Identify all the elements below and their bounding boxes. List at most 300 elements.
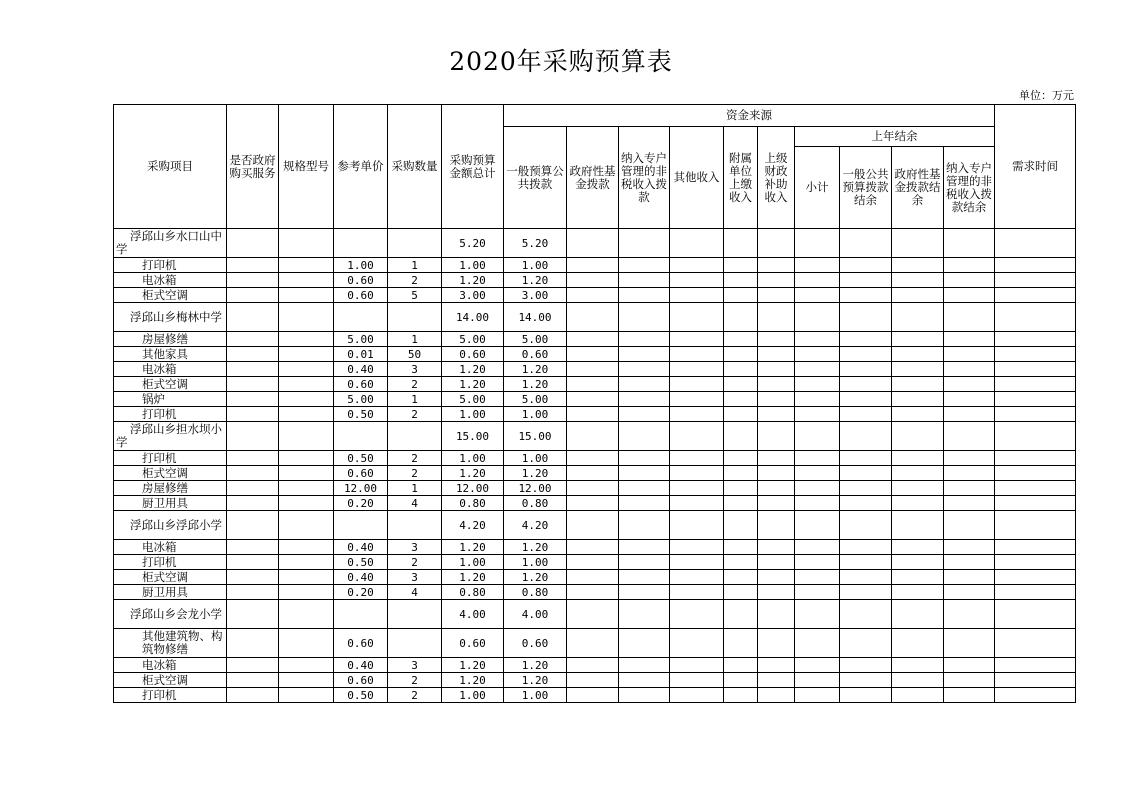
header-total: 采购预算金额总计 [442,105,504,229]
cell-empty [724,362,758,377]
cell-item-name: 浮邱山乡担水坝小学 [114,422,227,451]
cell-empty [619,629,670,658]
cell-empty [892,422,944,451]
cell-empty [840,332,892,347]
cell-empty [795,392,840,407]
cell-empty [944,288,995,303]
header-demand-time: 需求时间 [995,105,1076,229]
cell-empty [840,658,892,673]
cell-empty [670,496,724,511]
cell-empty [724,555,758,570]
cell-empty [670,511,724,540]
cell-item-name: 电冰箱 [114,362,227,377]
cell-empty [670,540,724,555]
cell-empty [567,629,619,658]
cell-empty [567,688,619,703]
cell-empty [795,451,840,466]
cell-item-name: 电冰箱 [114,273,227,288]
cell-empty [840,673,892,688]
cell-empty [670,392,724,407]
cell-spec [279,540,334,555]
cell-spec [279,303,334,332]
header-other-income: 其他收入 [670,127,724,229]
cell-quantity: 5 [388,288,442,303]
cell-empty [724,629,758,658]
cell-empty [795,362,840,377]
header-spec: 规格型号 [279,105,334,229]
cell-item-name: 柜式空调 [114,673,227,688]
cell-gov-service [227,258,279,273]
cell-empty [758,496,795,511]
cell-empty [795,466,840,481]
cell-empty [795,332,840,347]
header-last-year-balance: 上年结余 [795,127,995,147]
cell-empty [567,288,619,303]
cell-item-name: 浮邱山乡水口山中学 [114,229,227,258]
cell-empty [758,600,795,629]
cell-empty [670,303,724,332]
cell-gov-service [227,555,279,570]
cell-empty [670,362,724,377]
cell-gov-service [227,362,279,377]
cell-item-name: 厨卫用具 [114,496,227,511]
cell-empty [758,422,795,451]
cell-empty [944,422,995,451]
cell-empty [724,466,758,481]
cell-empty [758,332,795,347]
cell-quantity [388,511,442,540]
cell-empty [758,658,795,673]
cell-unit-price: 0.50 [334,451,388,466]
header-item: 采购项目 [114,105,227,229]
cell-empty [944,258,995,273]
cell-empty [995,332,1076,347]
cell-empty [619,673,670,688]
cell-empty [670,273,724,288]
cell-unit-price: 0.40 [334,540,388,555]
cell-unit-price: 0.60 [334,466,388,481]
cell-empty [724,481,758,496]
cell-empty [567,585,619,600]
cell-empty [795,673,840,688]
cell-empty [995,288,1076,303]
cell-empty [795,511,840,540]
header-special-nontax: 纳入专户管理的非税收入拨款 [619,127,670,229]
cell-total: 5.20 [442,229,504,258]
cell-unit-price [334,600,388,629]
cell-empty [619,481,670,496]
cell-empty [758,466,795,481]
cell-total: 5.00 [442,332,504,347]
cell-gov-service [227,481,279,496]
cell-empty [892,258,944,273]
cell-spec [279,688,334,703]
cell-empty [944,407,995,422]
cell-empty [619,451,670,466]
cell-empty [795,629,840,658]
cell-empty [758,673,795,688]
cell-empty [567,466,619,481]
cell-unit-price: 0.40 [334,570,388,585]
cell-empty [670,258,724,273]
cell-empty [944,555,995,570]
cell-empty [724,407,758,422]
cell-quantity: 2 [388,407,442,422]
cell-empty [892,658,944,673]
cell-empty [944,600,995,629]
cell-gov-service [227,451,279,466]
cell-empty [944,688,995,703]
cell-quantity: 2 [388,688,442,703]
cell-empty [944,377,995,392]
cell-empty [892,570,944,585]
cell-empty [567,555,619,570]
cell-empty [567,258,619,273]
cell-empty [724,658,758,673]
cell-unit-price: 0.60 [334,273,388,288]
cell-general-budget: 1.00 [504,258,567,273]
cell-empty [995,600,1076,629]
cell-empty [795,688,840,703]
cell-total: 1.20 [442,377,504,392]
cell-spec [279,570,334,585]
cell-quantity: 2 [388,673,442,688]
cell-spec [279,511,334,540]
cell-empty [619,688,670,703]
cell-empty [724,258,758,273]
cell-general-budget: 1.00 [504,555,567,570]
cell-empty [670,229,724,258]
cell-empty [892,332,944,347]
cell-empty [995,481,1076,496]
cell-empty [670,688,724,703]
header-gov-fund: 政府性基金拨款 [567,127,619,229]
cell-empty [724,347,758,362]
cell-empty [840,570,892,585]
cell-empty [840,392,892,407]
cell-quantity: 3 [388,362,442,377]
cell-general-budget: 1.00 [504,688,567,703]
cell-empty [670,347,724,362]
cell-total: 1.20 [442,658,504,673]
cell-quantity: 2 [388,273,442,288]
cell-empty [758,392,795,407]
cell-empty [758,629,795,658]
cell-unit-price: 0.50 [334,688,388,703]
cell-empty [840,629,892,658]
cell-empty [567,540,619,555]
cell-unit-price: 0.60 [334,377,388,392]
cell-empty [944,451,995,466]
cell-empty [619,362,670,377]
cell-empty [944,347,995,362]
cell-empty [944,229,995,258]
cell-empty [619,570,670,585]
cell-empty [892,288,944,303]
table-row-org [114,229,1076,258]
cell-empty [840,347,892,362]
cell-total: 0.60 [442,629,504,658]
cell-general-budget: 1.00 [504,451,567,466]
cell-quantity: 3 [388,658,442,673]
table-row [114,570,1076,585]
cell-empty [758,303,795,332]
cell-empty [724,496,758,511]
cell-empty [892,673,944,688]
table-row-org [114,303,1076,332]
cell-empty [892,481,944,496]
cell-empty [619,258,670,273]
cell-empty [892,273,944,288]
cell-spec [279,229,334,258]
cell-general-budget: 5.20 [504,229,567,258]
cell-item-name: 打印机 [114,688,227,703]
cell-empty [670,658,724,673]
table-row [114,481,1076,496]
cell-empty [670,451,724,466]
cell-general-budget: 3.00 [504,288,567,303]
table-body [114,229,1076,703]
cell-quantity: 4 [388,585,442,600]
cell-total: 5.00 [442,392,504,407]
cell-general-budget: 4.20 [504,511,567,540]
table-row [114,585,1076,600]
cell-empty [840,288,892,303]
cell-empty [892,600,944,629]
table-row [114,629,1076,658]
cell-general-budget: 0.60 [504,629,567,658]
cell-empty [567,347,619,362]
cell-quantity [388,303,442,332]
cell-empty [995,407,1076,422]
table-row [114,258,1076,273]
table-row [114,688,1076,703]
cell-gov-service [227,407,279,422]
cell-empty [795,303,840,332]
cell-empty [892,540,944,555]
cell-empty [567,451,619,466]
cell-total: 1.00 [442,555,504,570]
cell-empty [619,229,670,258]
cell-empty [944,658,995,673]
cell-total: 1.20 [442,273,504,288]
cell-item-name: 房屋修缮 [114,481,227,496]
cell-empty [944,466,995,481]
header-general-budget: 一般预算公共拨款 [504,127,567,229]
cell-spec [279,451,334,466]
cell-empty [758,407,795,422]
cell-empty [995,688,1076,703]
cell-quantity [388,229,442,258]
cell-empty [795,377,840,392]
cell-empty [995,362,1076,377]
cell-general-budget: 1.20 [504,466,567,481]
cell-item-name: 柜式空调 [114,377,227,392]
cell-empty [619,511,670,540]
cell-empty [840,481,892,496]
cell-general-budget: 15.00 [504,422,567,451]
cell-unit-price [334,422,388,451]
cell-quantity [388,422,442,451]
cell-empty [758,229,795,258]
cell-gov-service [227,377,279,392]
cell-unit-price: 12.00 [334,481,388,496]
cell-empty [892,466,944,481]
cell-empty [758,451,795,466]
cell-quantity: 3 [388,540,442,555]
cell-empty [724,451,758,466]
cell-quantity: 2 [388,377,442,392]
cell-empty [567,332,619,347]
cell-quantity: 1 [388,332,442,347]
cell-empty [724,540,758,555]
cell-spec [279,273,334,288]
cell-gov-service [227,673,279,688]
cell-empty [892,362,944,377]
cell-empty [995,496,1076,511]
cell-unit-price: 5.00 [334,392,388,407]
cell-empty [795,585,840,600]
cell-empty [619,466,670,481]
cell-empty [724,585,758,600]
cell-empty [892,392,944,407]
cell-empty [567,600,619,629]
cell-total: 12.00 [442,481,504,496]
table-row [114,377,1076,392]
cell-empty [892,511,944,540]
cell-empty [995,555,1076,570]
cell-empty [795,347,840,362]
cell-empty [758,511,795,540]
cell-empty [670,422,724,451]
cell-empty [892,629,944,658]
table-row [114,362,1076,377]
cell-empty [795,496,840,511]
cell-gov-service [227,511,279,540]
cell-empty [892,451,944,466]
table-row [114,347,1076,362]
cell-empty [944,481,995,496]
cell-empty [724,288,758,303]
cell-unit-price: 0.40 [334,658,388,673]
cell-empty [892,585,944,600]
cell-empty [670,555,724,570]
cell-empty [795,658,840,673]
cell-spec [279,629,334,658]
cell-empty [995,540,1076,555]
cell-empty [892,407,944,422]
cell-spec [279,422,334,451]
cell-unit-price: 0.50 [334,555,388,570]
cell-empty [944,362,995,377]
cell-empty [619,288,670,303]
cell-empty [567,303,619,332]
cell-item-name: 其他家具 [114,347,227,362]
table-row [114,555,1076,570]
cell-empty [892,496,944,511]
cell-gov-service [227,422,279,451]
cell-empty [619,332,670,347]
cell-empty [944,585,995,600]
cell-empty [670,673,724,688]
cell-empty [567,392,619,407]
cell-empty [758,555,795,570]
cell-empty [724,273,758,288]
cell-empty [567,658,619,673]
cell-total: 1.00 [442,688,504,703]
cell-item-name: 打印机 [114,258,227,273]
cell-empty [995,658,1076,673]
cell-empty [840,303,892,332]
cell-empty [724,303,758,332]
cell-empty [567,273,619,288]
cell-empty [758,258,795,273]
cell-unit-price: 0.60 [334,629,388,658]
cell-empty [619,407,670,422]
cell-empty [619,303,670,332]
table-row [114,273,1076,288]
cell-unit-price [334,303,388,332]
cell-quantity [388,629,442,658]
cell-spec [279,407,334,422]
cell-gov-service [227,496,279,511]
cell-empty [840,496,892,511]
cell-empty [795,273,840,288]
cell-unit-price: 0.50 [334,407,388,422]
cell-empty [840,258,892,273]
cell-general-budget: 0.80 [504,585,567,600]
cell-empty [892,555,944,570]
cell-spec [279,332,334,347]
cell-item-name: 厨卫用具 [114,585,227,600]
cell-total: 14.00 [442,303,504,332]
cell-empty [619,600,670,629]
cell-unit-price: 0.01 [334,347,388,362]
cell-gov-service [227,303,279,332]
table-row-org [114,600,1076,629]
cell-empty [995,273,1076,288]
cell-total: 1.20 [442,540,504,555]
cell-empty [840,600,892,629]
cell-empty [758,362,795,377]
cell-empty [795,288,840,303]
cell-empty [758,377,795,392]
header-special-nontax-balance: 纳入专户管理的非税收入拨款结余 [944,147,995,229]
cell-total: 15.00 [442,422,504,451]
cell-empty [995,377,1076,392]
cell-general-budget: 5.00 [504,392,567,407]
cell-empty [670,407,724,422]
table-row [114,407,1076,422]
cell-empty [724,600,758,629]
cell-unit-price: 0.60 [334,288,388,303]
cell-empty [795,407,840,422]
cell-empty [619,392,670,407]
cell-item-name: 柜式空调 [114,466,227,481]
cell-general-budget: 1.20 [504,673,567,688]
cell-item-name: 浮邱山乡会龙小学 [114,600,227,629]
cell-item-name: 打印机 [114,555,227,570]
cell-quantity: 4 [388,496,442,511]
cell-spec [279,600,334,629]
cell-gov-service [227,570,279,585]
cell-total: 1.20 [442,362,504,377]
cell-empty [724,511,758,540]
cell-general-budget: 4.00 [504,600,567,629]
cell-empty [840,540,892,555]
cell-empty [670,629,724,658]
cell-empty [944,511,995,540]
